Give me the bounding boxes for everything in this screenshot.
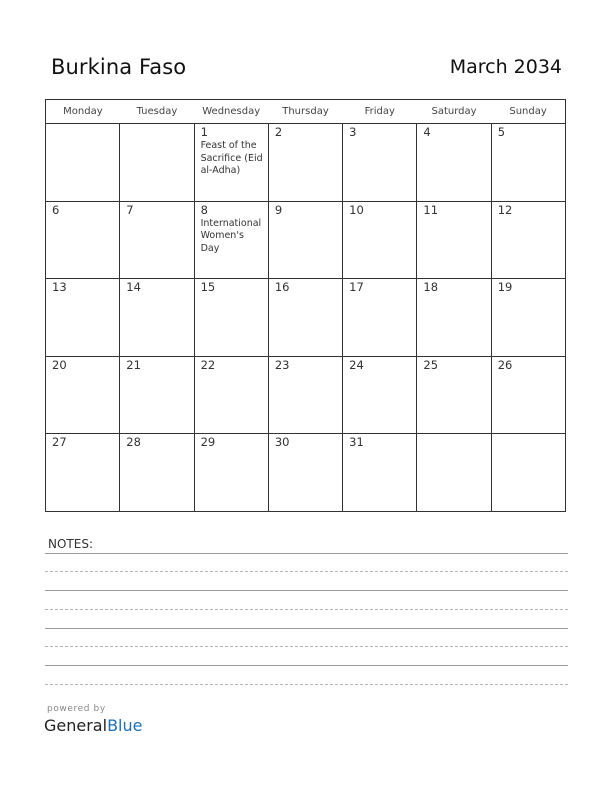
calendar-week-row <box>46 356 566 434</box>
notes-line <box>45 646 568 647</box>
calendar-day-cell <box>343 356 417 434</box>
calendar-day-cell <box>120 356 194 434</box>
calendar-body <box>46 124 566 512</box>
day-number: 29 <box>200 435 216 450</box>
calendar-day-cell <box>491 279 565 357</box>
calendar-day-cell <box>491 434 565 512</box>
day-number: 19 <box>497 280 513 295</box>
day-number: 22 <box>200 357 216 372</box>
calendar-day-cell <box>120 201 194 279</box>
calendar-day-cell <box>120 124 194 202</box>
calendar-day-cell <box>343 434 417 512</box>
notes-line <box>45 590 568 591</box>
brand-name-general: General <box>44 716 108 735</box>
calendar-day-cell <box>417 124 491 202</box>
day-number: 12 <box>497 202 513 217</box>
day-number: 20 <box>52 357 67 372</box>
brand-name-blue: Blue <box>107 716 143 735</box>
day-number: 25 <box>423 357 439 372</box>
notes-line <box>45 684 568 685</box>
calendar-week-row <box>46 434 566 512</box>
day-number: 31 <box>349 435 364 450</box>
day-number: 18 <box>423 280 439 295</box>
day-number: 8 <box>200 202 208 217</box>
calendar-grid <box>45 99 566 512</box>
calendar-day-cell <box>268 434 342 512</box>
day-number: 16 <box>274 280 290 295</box>
day-number: 6 <box>52 202 60 217</box>
notes-line <box>45 628 568 629</box>
notes-line <box>45 609 568 610</box>
powered-by-text: powered by <box>47 704 106 714</box>
calendar-day-cell <box>417 201 491 279</box>
weekday-friday: Friday <box>343 100 417 124</box>
weekday-tuesday: Tuesday <box>120 100 194 124</box>
calendar-day-cell <box>343 124 417 202</box>
calendar-day-cell <box>46 201 120 279</box>
day-number: 13 <box>52 280 67 295</box>
calendar-week-row <box>46 201 566 279</box>
day-number: 23 <box>274 357 290 372</box>
calendar-day-cell <box>417 279 491 357</box>
calendar-day-cell <box>46 356 120 434</box>
calendar-day-cell <box>194 124 268 202</box>
calendar-month-title: March 2034 <box>449 56 562 78</box>
calendar-day-cell <box>417 356 491 434</box>
day-number: 14 <box>126 280 141 295</box>
weekday-thursday: Thursday <box>268 100 342 124</box>
calendar-day-cell <box>194 279 268 357</box>
day-number: 24 <box>349 357 364 372</box>
day-number: 15 <box>200 280 216 295</box>
day-number: 7 <box>126 202 134 217</box>
calendar-day-cell <box>343 279 417 357</box>
calendar-day-cell <box>491 201 565 279</box>
generalblue-logo[interactable] <box>44 716 142 735</box>
weekday-wednesday: Wednesday <box>194 100 268 124</box>
weekday-header-row <box>46 100 566 124</box>
notes-label: NOTES: <box>48 537 93 551</box>
calendar-day-cell <box>46 124 120 202</box>
notes-line <box>45 665 568 666</box>
holiday-label: Feast of the Sacrifice (Eid al-Adha) <box>200 140 263 176</box>
day-number: 10 <box>349 202 364 217</box>
calendar-day-cell <box>268 279 342 357</box>
holiday-label: International Women's Day <box>200 217 262 254</box>
calendar-day-cell <box>194 201 268 279</box>
day-number: 4 <box>423 125 431 139</box>
calendar-day-cell <box>417 434 491 512</box>
weekday-sunday: Sunday <box>491 100 565 124</box>
day-number: 21 <box>126 357 141 372</box>
calendar-day-cell <box>194 356 268 434</box>
weekday-monday: Monday <box>46 100 120 124</box>
calendar-week-row <box>46 124 566 202</box>
calendar-day-cell <box>268 201 342 279</box>
calendar-day-cell <box>491 124 565 202</box>
calendar-day-cell <box>491 356 565 434</box>
calendar-day-cell <box>194 434 268 512</box>
notes-line <box>45 571 568 572</box>
calendar-day-cell <box>46 279 120 357</box>
calendar-week-row <box>46 279 566 357</box>
day-number: 2 <box>274 125 283 139</box>
calendar-day-cell <box>343 201 417 279</box>
day-number: 9 <box>274 202 283 217</box>
day-number: 5 <box>497 125 506 139</box>
weekday-saturday: Saturday <box>417 100 491 124</box>
day-number: 3 <box>349 125 357 139</box>
calendar-day-cell <box>46 434 120 512</box>
day-number: 11 <box>423 202 439 217</box>
notes-line <box>45 553 568 554</box>
calendar-day-cell <box>120 279 194 357</box>
day-number: 17 <box>349 280 364 295</box>
day-number: 26 <box>497 357 513 372</box>
day-number: 28 <box>126 435 141 450</box>
day-number: 27 <box>52 435 67 450</box>
calendar-day-cell <box>268 124 342 202</box>
calendar-day-cell <box>268 356 342 434</box>
calendar-day-cell <box>120 434 194 512</box>
day-number: 30 <box>274 435 290 450</box>
day-number: 1 <box>200 125 208 139</box>
calendar-country-title: Burkina Faso <box>51 55 187 79</box>
